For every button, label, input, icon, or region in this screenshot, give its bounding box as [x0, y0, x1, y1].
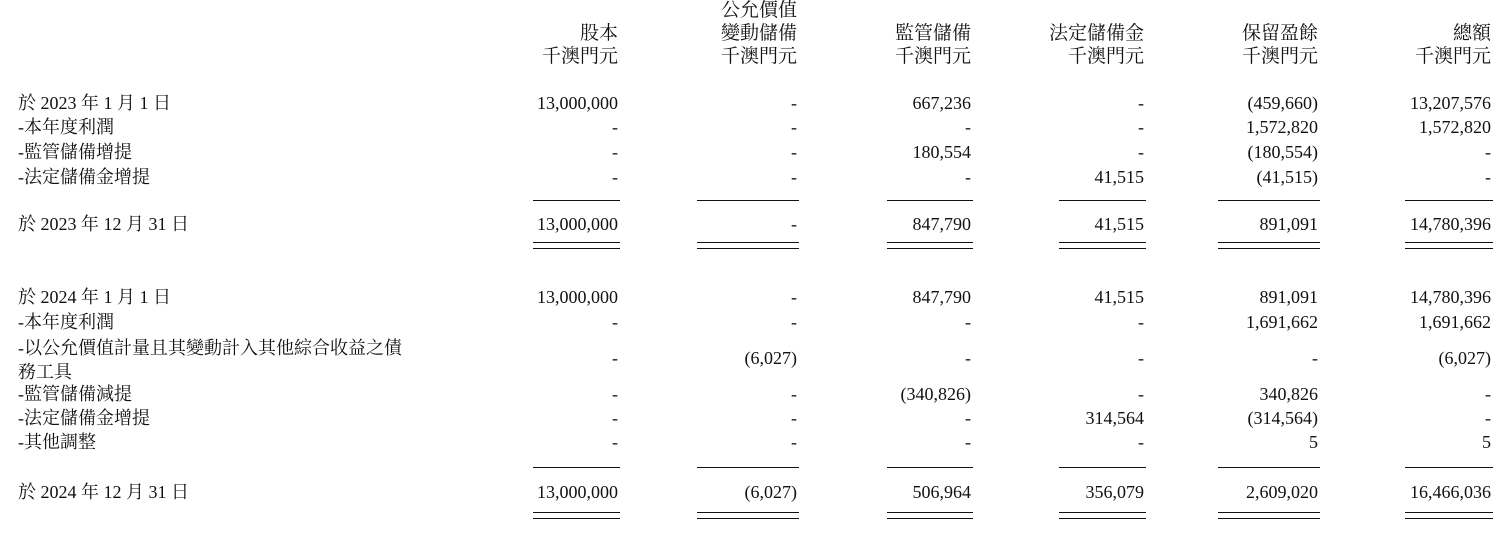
- amount-cell: -: [612, 348, 618, 368]
- total-double-rule: [1405, 518, 1493, 519]
- total-double-rule: [1059, 242, 1146, 243]
- amount-cell: (6,027): [1438, 348, 1491, 368]
- column-header: 監管儲備: [894, 23, 971, 44]
- amount-cell: 5: [1309, 432, 1318, 452]
- column-unit-label: 千澳門元: [541, 46, 618, 67]
- total-double-rule: [1218, 242, 1320, 243]
- total-double-rule: [1405, 512, 1493, 513]
- amount-cell: -: [1138, 117, 1144, 137]
- amount-cell: -: [791, 142, 797, 162]
- amount-cell: -: [1485, 408, 1491, 428]
- amount-cell: -: [612, 432, 618, 452]
- amount-cell: (6,027): [744, 348, 797, 368]
- total-double-rule: [1059, 512, 1146, 513]
- row-label: 於 2024 年 12 月 31 日: [18, 482, 189, 502]
- amount-cell: -: [791, 287, 797, 307]
- total-double-rule: [1059, 248, 1146, 249]
- amount-cell: (41,515): [1256, 167, 1318, 187]
- amount-cell: 356,079: [1085, 482, 1144, 502]
- amount-cell: 13,000,000: [537, 482, 618, 502]
- subtotal-rule: [697, 200, 799, 201]
- subtotal-rule: [1405, 200, 1493, 201]
- amount-cell: 14,780,396: [1410, 214, 1491, 234]
- amount-cell: -: [1138, 432, 1144, 452]
- amount-cell: -: [1138, 142, 1144, 162]
- amount-cell: -: [791, 432, 797, 452]
- amount-cell: 847,790: [912, 287, 971, 307]
- subtotal-rule: [1218, 467, 1320, 468]
- amount-cell: 891,091: [1259, 287, 1318, 307]
- amount-cell: 506,964: [912, 482, 971, 502]
- total-double-rule: [1405, 242, 1493, 243]
- amount-cell: (180,554): [1247, 142, 1318, 162]
- total-double-rule: [697, 248, 799, 249]
- amount-cell: -: [612, 384, 618, 404]
- amount-cell: -: [965, 348, 971, 368]
- total-double-rule: [1218, 248, 1320, 249]
- amount-cell: -: [1138, 93, 1144, 113]
- amount-cell: -: [791, 93, 797, 113]
- amount-cell: -: [965, 408, 971, 428]
- amount-cell: 314,564: [1085, 408, 1144, 428]
- column-header: 變動儲備: [720, 23, 797, 44]
- total-double-rule: [697, 512, 799, 513]
- amount-cell: -: [612, 142, 618, 162]
- total-double-rule: [887, 512, 973, 513]
- row-label: -監管儲備增提: [18, 142, 132, 162]
- amount-cell: 340,826: [1259, 384, 1318, 404]
- total-double-rule: [1059, 518, 1146, 519]
- total-double-rule: [533, 512, 620, 513]
- amount-cell: -: [1138, 312, 1144, 332]
- amount-cell: (6,027): [744, 482, 797, 502]
- row-label: -以公允價值計量且其變動計入其他綜合收益之債: [18, 338, 402, 358]
- row-label: -其他調整: [18, 432, 96, 452]
- amount-cell: (340,826): [900, 384, 971, 404]
- row-label: -法定儲備金增提: [18, 408, 150, 428]
- amount-cell: -: [791, 167, 797, 187]
- amount-cell: 1,691,662: [1419, 312, 1491, 332]
- amount-cell: (314,564): [1247, 408, 1318, 428]
- subtotal-rule: [1059, 200, 1146, 201]
- amount-cell: (459,660): [1247, 93, 1318, 113]
- subtotal-rule: [697, 467, 799, 468]
- column-header: 公允價值: [720, 0, 797, 21]
- total-double-rule: [533, 248, 620, 249]
- amount-cell: -: [612, 312, 618, 332]
- amount-cell: 13,000,000: [537, 214, 618, 234]
- amount-cell: 16,466,036: [1410, 482, 1491, 502]
- amount-cell: 41,515: [1094, 167, 1144, 187]
- amount-cell: -: [1485, 167, 1491, 187]
- total-double-rule: [887, 248, 973, 249]
- row-label: -本年度利潤: [18, 312, 114, 332]
- subtotal-rule: [1059, 467, 1146, 468]
- total-double-rule: [887, 242, 973, 243]
- amount-cell: 13,207,576: [1410, 93, 1491, 113]
- total-double-rule: [1218, 518, 1320, 519]
- subtotal-rule: [1405, 467, 1493, 468]
- amount-cell: -: [1138, 348, 1144, 368]
- column-unit-label: 千澳門元: [894, 46, 971, 67]
- amount-cell: 180,554: [912, 142, 971, 162]
- total-double-rule: [1405, 248, 1493, 249]
- amount-cell: 667,236: [912, 93, 971, 113]
- column-unit-label: 千澳門元: [1414, 46, 1491, 67]
- total-double-rule: [697, 518, 799, 519]
- row-label-continuation: 務工具: [18, 362, 72, 382]
- column-unit-label: 千澳門元: [1067, 46, 1144, 67]
- subtotal-rule: [533, 200, 620, 201]
- amount-cell: -: [612, 408, 618, 428]
- total-double-rule: [697, 242, 799, 243]
- amount-cell: -: [791, 312, 797, 332]
- subtotal-rule: [533, 467, 620, 468]
- amount-cell: 847,790: [912, 214, 971, 234]
- amount-cell: -: [965, 432, 971, 452]
- column-header: 總額: [1452, 23, 1491, 44]
- amount-cell: -: [1485, 384, 1491, 404]
- amount-cell: -: [791, 408, 797, 428]
- subtotal-rule: [1218, 200, 1320, 201]
- amount-cell: 1,691,662: [1246, 312, 1318, 332]
- amount-cell: -: [1312, 348, 1318, 368]
- amount-cell: 14,780,396: [1410, 287, 1491, 307]
- total-double-rule: [533, 242, 620, 243]
- amount-cell: -: [965, 117, 971, 137]
- column-header: 保留盈餘: [1241, 23, 1318, 44]
- column-header: 股本: [579, 23, 618, 44]
- amount-cell: 1,572,820: [1246, 117, 1318, 137]
- amount-cell: 5: [1482, 432, 1491, 452]
- amount-cell: -: [791, 384, 797, 404]
- amount-cell: 2,609,020: [1246, 482, 1318, 502]
- column-header: 法定儲備金: [1048, 23, 1144, 44]
- amount-cell: 13,000,000: [537, 287, 618, 307]
- amount-cell: 1,572,820: [1419, 117, 1491, 137]
- column-unit-label: 千澳門元: [1241, 46, 1318, 67]
- amount-cell: -: [965, 312, 971, 332]
- total-double-rule: [1218, 512, 1320, 513]
- column-unit-label: 千澳門元: [720, 46, 797, 67]
- row-label: 於 2023 年 12 月 31 日: [18, 214, 189, 234]
- row-label: -法定儲備金增提: [18, 167, 150, 187]
- total-double-rule: [887, 518, 973, 519]
- amount-cell: -: [791, 214, 797, 234]
- amount-cell: -: [965, 167, 971, 187]
- amount-cell: -: [1138, 384, 1144, 404]
- row-label: -本年度利潤: [18, 117, 114, 137]
- subtotal-rule: [887, 200, 973, 201]
- amount-cell: 891,091: [1259, 214, 1318, 234]
- subtotal-rule: [887, 467, 973, 468]
- amount-cell: -: [612, 167, 618, 187]
- amount-cell: -: [612, 117, 618, 137]
- amount-cell: -: [1485, 142, 1491, 162]
- amount-cell: 13,000,000: [537, 93, 618, 113]
- amount-cell: -: [791, 117, 797, 137]
- amount-cell: 41,515: [1094, 214, 1144, 234]
- row-label: 於 2024 年 1 月 1 日: [18, 287, 171, 307]
- row-label: 於 2023 年 1 月 1 日: [18, 93, 171, 113]
- total-double-rule: [533, 518, 620, 519]
- amount-cell: 41,515: [1094, 287, 1144, 307]
- row-label: -監管儲備減提: [18, 384, 132, 404]
